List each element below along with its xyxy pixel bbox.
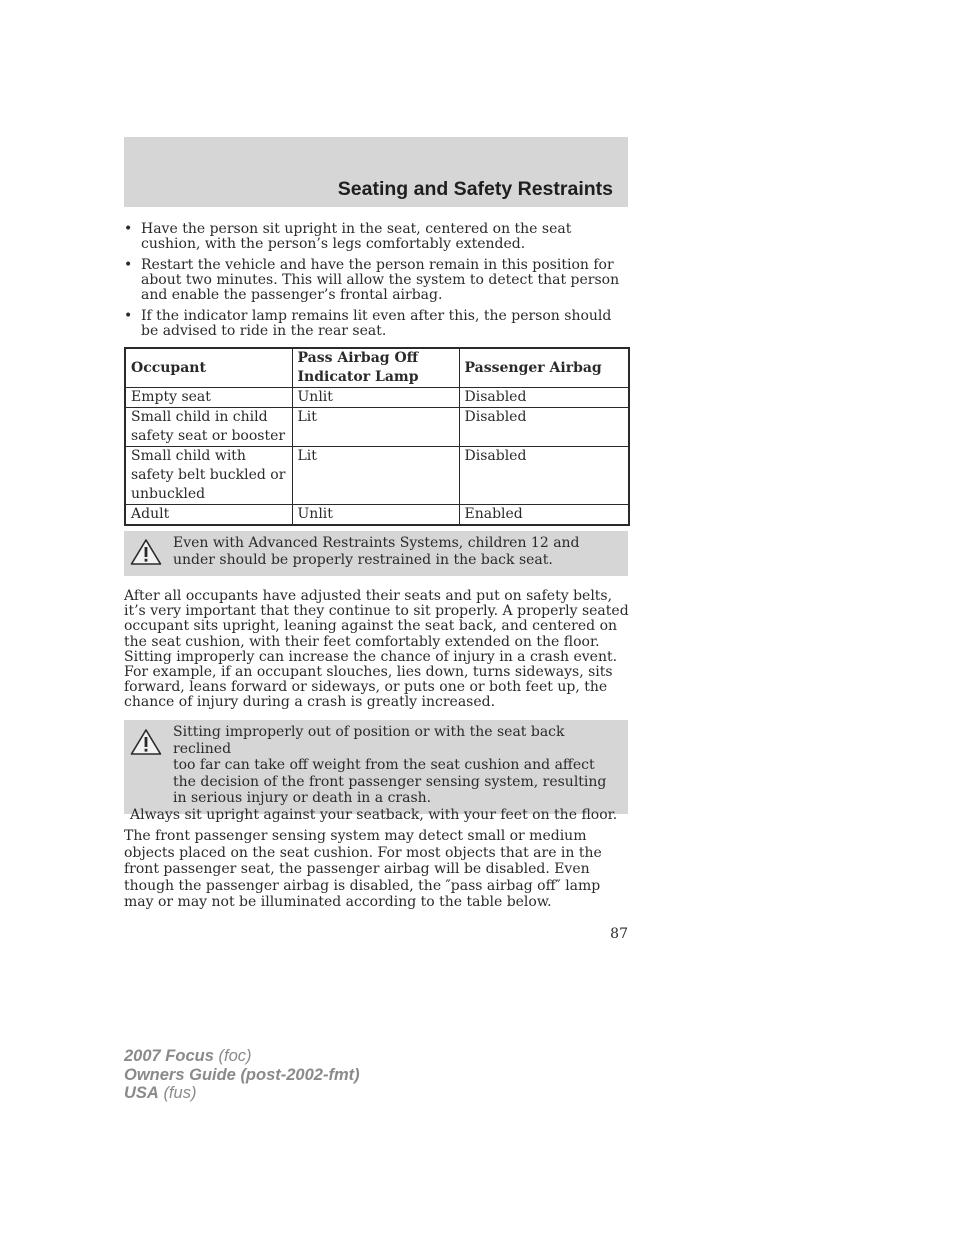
table-cell: Adult	[125, 505, 292, 526]
footer-guide: Owners Guide (post-2002-fmt)	[124, 1065, 360, 1084]
bullet-icon: •	[124, 221, 133, 237]
table-header-cell: Occupant	[125, 348, 292, 388]
table-cell: Lit	[292, 447, 459, 505]
bullet-icon: •	[124, 308, 133, 324]
table-row	[125, 408, 629, 447]
footer-region-code: (fus)	[163, 1084, 197, 1102]
warning-box-children	[124, 531, 628, 576]
table-row	[125, 447, 629, 505]
list-item-text: Have the person sit upright in the seat, centered on the seat cushion, with the person’s legs comfortably extended.	[141, 221, 572, 252]
table-cell: Disabled	[459, 408, 629, 447]
table-cell: Disabled	[459, 447, 629, 505]
warning-triangle-icon	[130, 538, 162, 566]
table-cell: Lit	[292, 408, 459, 447]
occupant-airbag-table	[124, 347, 630, 526]
footer-line	[124, 1066, 360, 1085]
footer-model-code: (foc)	[218, 1047, 252, 1065]
warning-text-second-sentence: Always sit upright against your seatback, with your feet on the floor.	[130, 806, 618, 823]
footer-model: 2007 Focus	[124, 1047, 214, 1065]
footer-line	[124, 1047, 360, 1066]
list-item-text: Restart the vehicle and have the person remain in this position for about two minutes. This will allow the system to detect that person and enable the passenger’s frontal airbag.	[141, 257, 620, 303]
table-header-cell: Pass Airbag Off Indicator Lamp	[292, 348, 459, 388]
table-header-cell: Passenger Airbag	[459, 348, 629, 388]
document-footer	[124, 1047, 360, 1103]
table-cell: Small child in child safety seat or booster	[125, 408, 292, 447]
table-cell: Empty seat	[125, 388, 292, 408]
warning-text-rest: too far can take off weight from the seat cushion and affect the decision of the front passenger sensing system, resulting in serious injury or death in a crash.	[173, 757, 607, 806]
body-paragraph-sitting: After all occupants have adjusted their seats and put on safety belts, it’s very important that they continue to sit properly. A properly seated occupant sits upright, leaning against the seat back, and centered on the seat cushion, with their feet comfortably extended on the floor. Sitting improperly can increase the chance of injury in a crash event. For example, if an occupant slouches, lies down, turns sideways, sits forward, leans forward or sideways, or puts one or both feet up, the chance of injury during a crash is greatly increased.	[124, 588, 629, 711]
warning-box-posture	[124, 720, 628, 823]
warning-text-first-line: Sitting improperly out of position or with the seat back reclined	[173, 724, 565, 757]
table-row	[125, 505, 629, 526]
table-cell: Unlit	[292, 388, 459, 408]
table-cell: Small child with safety belt buckled or unbuckled	[125, 447, 292, 505]
list-item	[124, 309, 628, 339]
table-header-row	[125, 348, 629, 388]
table-cell: Enabled	[459, 505, 629, 526]
bullet-icon: •	[124, 257, 133, 273]
body-paragraph-sensing: The front passenger sensing system may detect small or medium objects placed on the seat cushion. For most objects that are in the front passenger seat, the passenger airbag will be disabled. Even though the passenger airbag is disabled, the ″pass airbag off″ lamp may or may not be illuminated according to the table below.	[124, 828, 602, 910]
header-band	[124, 137, 628, 207]
footer-line	[124, 1084, 360, 1103]
instruction-list	[124, 222, 628, 345]
warning-triangle-icon	[130, 728, 162, 756]
list-item	[124, 258, 628, 303]
list-item	[124, 222, 628, 252]
page-number: 87	[610, 926, 628, 942]
footer-region: USA	[124, 1084, 159, 1102]
list-item-text: If the indicator lamp remains lit even after this, the person should be advised to ride in the rear seat.	[141, 308, 612, 339]
page-title: Seating and Safety Restraints	[337, 178, 613, 200]
table-cell: Unlit	[292, 505, 459, 526]
table-row	[125, 388, 629, 408]
warning-text: Even with Advanced Restraints Systems, children 12 and under should be properly restrained in the back seat.	[173, 535, 580, 568]
table-cell: Disabled	[459, 388, 629, 408]
warning-text-continued-indent	[130, 757, 620, 807]
